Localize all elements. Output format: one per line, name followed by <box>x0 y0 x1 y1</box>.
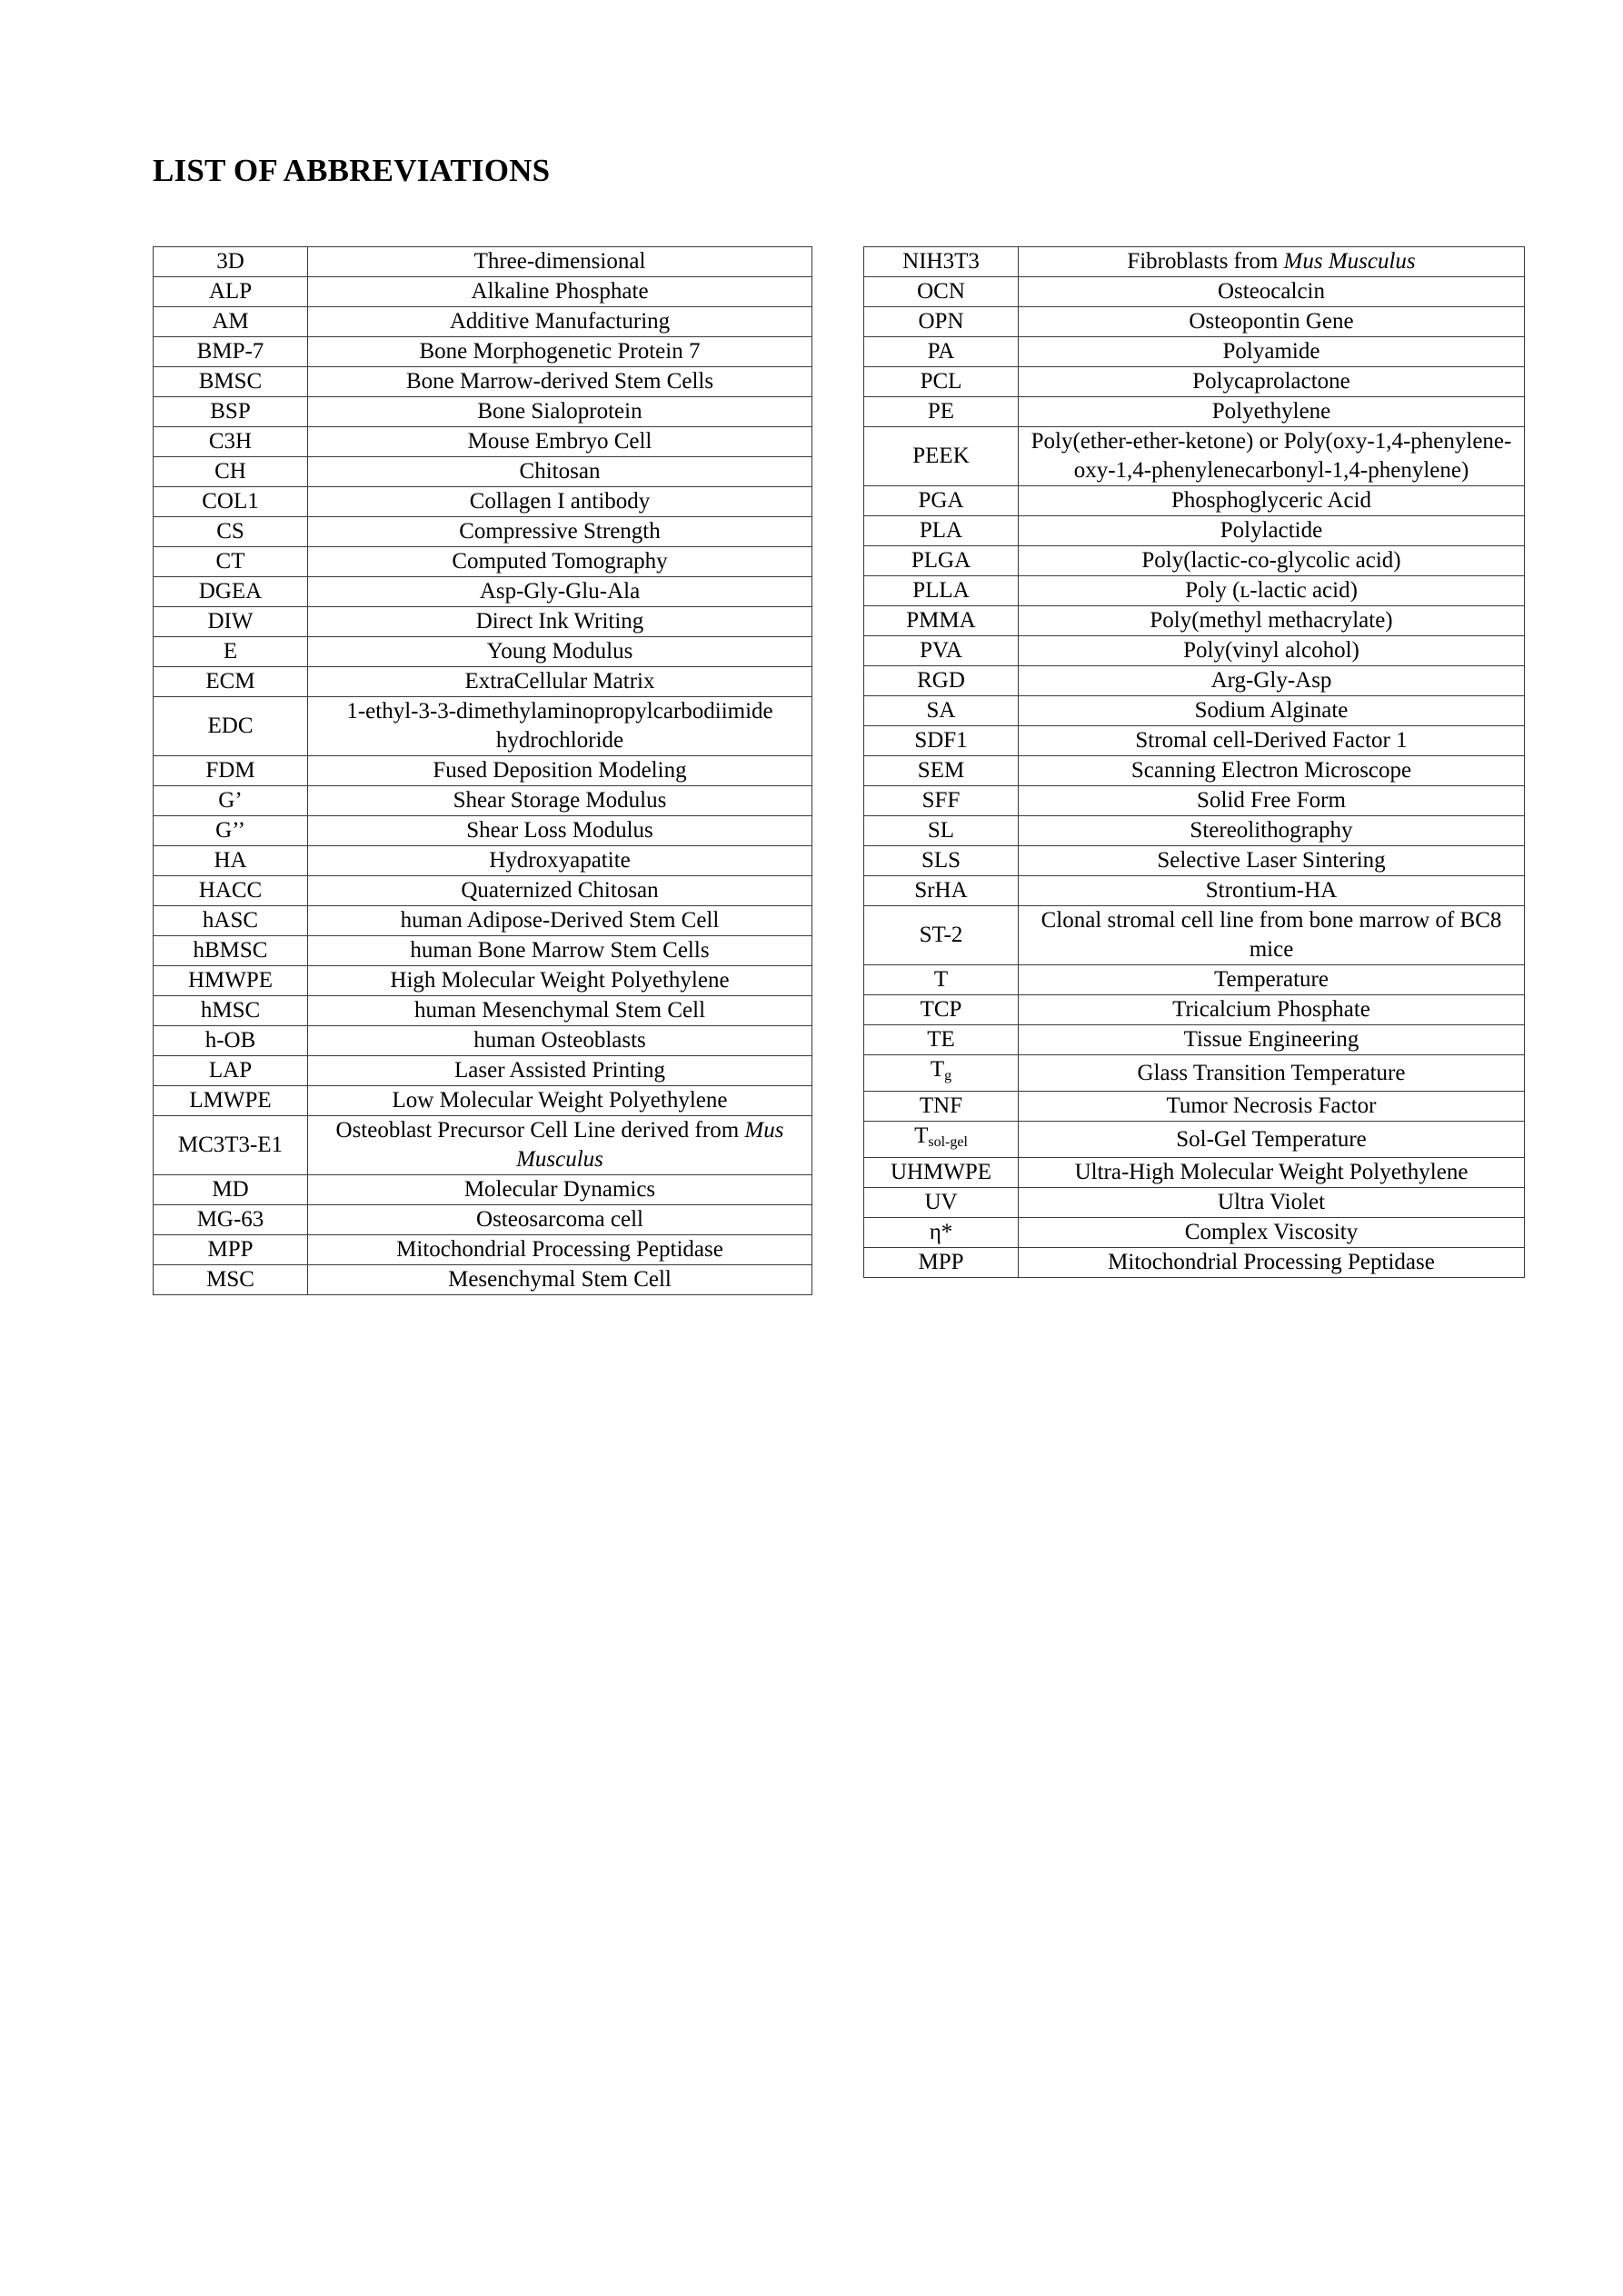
page-title: LIST OF ABBREVIATIONS <box>153 153 551 188</box>
table-row <box>864 906 1525 965</box>
abbreviation-cell <box>864 1055 1019 1092</box>
abbreviation-cell: HMWPE <box>154 966 308 996</box>
abbreviation-cell: HACC <box>154 876 308 906</box>
definition-cell: Fused Deposition Modeling <box>308 756 812 786</box>
table-row <box>864 876 1525 906</box>
definition-cell: human Osteoblasts <box>308 1026 812 1056</box>
table-row <box>154 607 812 637</box>
table-row <box>154 966 812 996</box>
definition-cell: Tissue Engineering <box>1019 1025 1525 1055</box>
definition-cell: Sodium Alginate <box>1019 696 1525 726</box>
abbreviation-cell: hMSC <box>154 996 308 1026</box>
abbreviation-cell: PCL <box>864 367 1019 397</box>
table-row <box>864 636 1525 666</box>
abbreviation-cell: PA <box>864 337 1019 367</box>
definition-cell: Strontium-HA <box>1019 876 1525 906</box>
table-row <box>864 277 1525 307</box>
definition-cell: Poly(ether-ether-ketone) or Poly(oxy-1,4-phenylene-oxy-1,4-phenylenecarbonyl-1,4-phenylene) <box>1019 427 1525 486</box>
definition-italic: Mus Musculus <box>1283 249 1416 274</box>
definition-cell: human Bone Marrow Stem Cells <box>308 936 812 966</box>
table-row <box>154 786 812 816</box>
table-row <box>864 1218 1525 1248</box>
table-row <box>864 576 1525 606</box>
abbreviation-cell: SDF1 <box>864 726 1019 756</box>
table-row <box>154 1116 812 1175</box>
table-row <box>154 577 812 607</box>
abbreviation-cell: 3D <box>154 247 308 277</box>
definition-cell: Bone Sialoprotein <box>308 397 812 427</box>
abbreviation-cell: COL1 <box>154 487 308 517</box>
definition-cell: Compressive Strength <box>308 517 812 547</box>
abbreviation-cell: UV <box>864 1188 1019 1218</box>
table-row <box>154 427 812 457</box>
abbreviation-cell: MC3T3-E1 <box>154 1116 308 1175</box>
definition-text: Osteoblast Precursor Cell Line derived from <box>335 1118 740 1143</box>
abbreviations-table-left-body <box>154 247 812 1295</box>
abbreviation-cell: ALP <box>154 277 308 307</box>
definition-cell: High Molecular Weight Polyethylene <box>308 966 812 996</box>
definition-cell: Bone Marrow-derived Stem Cells <box>308 367 812 397</box>
definition-cell: Polyamide <box>1019 337 1525 367</box>
table-row <box>154 996 812 1026</box>
abbreviation-cell: SLS <box>864 846 1019 876</box>
table-row <box>864 397 1525 427</box>
definition-cell: Chitosan <box>308 457 812 487</box>
table-row <box>154 487 812 517</box>
abbreviation-cell: PLGA <box>864 546 1019 576</box>
definition-cell: Shear Loss Modulus <box>308 816 812 846</box>
abbreviation-cell: AM <box>154 307 308 337</box>
definition-cell: Tricalcium Phosphate <box>1019 995 1525 1025</box>
table-row <box>154 307 812 337</box>
abbreviation-cell: CH <box>154 457 308 487</box>
abbreviation-cell: h-OB <box>154 1026 308 1056</box>
table-row <box>864 726 1525 756</box>
definition-cell: Three-dimensional <box>308 247 812 277</box>
abbreviation-cell: DIW <box>154 607 308 637</box>
definition-cell: Mitochondrial Processing Peptidase <box>1019 1248 1525 1278</box>
table-row <box>154 756 812 786</box>
abbreviation-cell: HA <box>154 846 308 876</box>
definition-cell: Sol-Gel Temperature <box>1019 1122 1525 1158</box>
table-row <box>864 756 1525 786</box>
abbreviation-cell: DGEA <box>154 577 308 607</box>
table-row <box>154 846 812 876</box>
abbreviations-table-right <box>863 246 1525 1278</box>
table-row <box>154 1175 812 1205</box>
table-row <box>154 457 812 487</box>
definition-cell: Laser Assisted Printing <box>308 1056 812 1086</box>
abbreviation-cell: hBMSC <box>154 936 308 966</box>
abbreviation-cell: BMP-7 <box>154 337 308 367</box>
definition-cell: Low Molecular Weight Polyethylene <box>308 1086 812 1116</box>
table-row <box>154 1205 812 1235</box>
table-row <box>154 637 812 667</box>
definition-cell: Shear Storage Modulus <box>308 786 812 816</box>
abbreviation-cell: SL <box>864 816 1019 846</box>
definition-cell: Direct Ink Writing <box>308 607 812 637</box>
abbreviation-subscript: sol-gel <box>928 1134 968 1150</box>
definition-cell: Quaternized Chitosan <box>308 876 812 906</box>
table-row <box>864 1248 1525 1278</box>
abbreviation-cell: SFF <box>864 786 1019 816</box>
definition-cell: Scanning Electron Microscope <box>1019 756 1525 786</box>
abbreviation-cell: EDC <box>154 697 308 756</box>
definition-cell: human Adipose-Derived Stem Cell <box>308 906 812 936</box>
definition-cell: Young Modulus <box>308 637 812 667</box>
abbreviation-cell: G’ <box>154 786 308 816</box>
table-row <box>864 1055 1525 1092</box>
definition-cell: Osteocalcin <box>1019 277 1525 307</box>
table-row <box>864 606 1525 636</box>
table-row <box>154 667 812 697</box>
table-row <box>154 517 812 547</box>
abbreviation-cell: NIH3T3 <box>864 247 1019 277</box>
definition-cell: Polycaprolactone <box>1019 367 1525 397</box>
table-row <box>864 846 1525 876</box>
table-row <box>864 1188 1525 1218</box>
definition-cell: Alkaline Phosphate <box>308 277 812 307</box>
abbreviation-cell: TNF <box>864 1092 1019 1122</box>
definition-cell: Molecular Dynamics <box>308 1175 812 1205</box>
definition-cell: Asp-Gly-Glu-Ala <box>308 577 812 607</box>
abbreviation-cell: CT <box>154 547 308 577</box>
abbreviation-cell: PMMA <box>864 606 1019 636</box>
table-row <box>864 486 1525 516</box>
table-row <box>864 1122 1525 1158</box>
table-row <box>864 995 1525 1025</box>
table-row <box>154 1026 812 1056</box>
table-row <box>864 1025 1525 1055</box>
definition-cell: Mouse Embryo Cell <box>308 427 812 457</box>
abbreviation-cell: G’’ <box>154 816 308 846</box>
definition-cell: Poly(methyl methacrylate) <box>1019 606 1525 636</box>
abbreviation-cell: RGD <box>864 666 1019 696</box>
abbreviation-subscript: g <box>944 1068 952 1083</box>
abbreviation-cell <box>864 1122 1019 1158</box>
definition-cell: Polylactide <box>1019 516 1525 546</box>
abbreviation-cell: BSP <box>154 397 308 427</box>
definition-cell: Osteosarcoma cell <box>308 1205 812 1235</box>
table-row <box>864 337 1525 367</box>
table-row <box>154 697 812 756</box>
abbreviation-cell: FDM <box>154 756 308 786</box>
definition-cell: Stereolithography <box>1019 816 1525 846</box>
table-row <box>864 367 1525 397</box>
abbreviation-cell: UHMWPE <box>864 1158 1019 1188</box>
definition-cell: Selective Laser Sintering <box>1019 846 1525 876</box>
definition-cell: Mesenchymal Stem Cell <box>308 1265 812 1295</box>
abbreviation-cell: OPN <box>864 307 1019 337</box>
abbreviation-cell: MG-63 <box>154 1205 308 1235</box>
abbreviation-base: T <box>914 1123 929 1148</box>
table-row <box>154 247 812 277</box>
definition-cell: ExtraCellular Matrix <box>308 667 812 697</box>
table-row <box>154 1056 812 1086</box>
definition-cell: Bone Morphogenetic Protein 7 <box>308 337 812 367</box>
definition-cell: Solid Free Form <box>1019 786 1525 816</box>
table-row <box>154 367 812 397</box>
abbreviation-cell: E <box>154 637 308 667</box>
definition-cell: Poly (ʟ-lactic acid) <box>1019 576 1525 606</box>
table-row <box>154 876 812 906</box>
abbreviation-cell: SA <box>864 696 1019 726</box>
abbreviation-cell: PLLA <box>864 576 1019 606</box>
abbreviation-base: T <box>930 1057 945 1082</box>
table-row <box>864 247 1525 277</box>
table-row <box>154 816 812 846</box>
definition-cell: Poly(vinyl alcohol) <box>1019 636 1525 666</box>
definition-cell <box>308 1116 812 1175</box>
definition-cell: Hydroxyapatite <box>308 846 812 876</box>
table-row <box>864 786 1525 816</box>
definition-cell: Ultra Violet <box>1019 1188 1525 1218</box>
table-row <box>154 1086 812 1116</box>
abbreviations-table-right-body <box>864 247 1525 1278</box>
table-row <box>154 337 812 367</box>
table-row <box>154 397 812 427</box>
abbreviation-cell: BMSC <box>154 367 308 397</box>
table-row <box>864 546 1525 576</box>
definition-cell: Poly(lactic-co-glycolic acid) <box>1019 546 1525 576</box>
abbreviation-cell: LAP <box>154 1056 308 1086</box>
definition-cell: Arg-Gly-Asp <box>1019 666 1525 696</box>
definition-italic: Mus Musculus <box>516 1118 784 1172</box>
table-row <box>864 816 1525 846</box>
definition-cell: Glass Transition Temperature <box>1019 1055 1525 1092</box>
table-row <box>864 307 1525 337</box>
abbreviation-cell: MD <box>154 1175 308 1205</box>
definition-cell: human Mesenchymal Stem Cell <box>308 996 812 1026</box>
definition-cell: Ultra-High Molecular Weight Polyethylene <box>1019 1158 1525 1188</box>
definition-cell: Stromal cell-Derived Factor 1 <box>1019 726 1525 756</box>
abbreviations-table-left <box>153 246 812 1295</box>
abbreviation-cell: hASC <box>154 906 308 936</box>
table-row <box>154 547 812 577</box>
table-row <box>864 516 1525 546</box>
table-row <box>154 1265 812 1295</box>
definition-cell: Clonal stromal cell line from bone marrow of BC8 mice <box>1019 906 1525 965</box>
abbreviation-cell: MSC <box>154 1265 308 1295</box>
definition-cell: Temperature <box>1019 965 1525 995</box>
abbreviation-cell: C3H <box>154 427 308 457</box>
abbreviation-cell: T <box>864 965 1019 995</box>
abbreviation-cell: PLA <box>864 516 1019 546</box>
table-row <box>864 427 1525 486</box>
table-row <box>154 1235 812 1265</box>
definition-cell: Additive Manufacturing <box>308 307 812 337</box>
abbreviation-cell: SrHA <box>864 876 1019 906</box>
abbreviation-cell: TCP <box>864 995 1019 1025</box>
abbreviation-cell: LMWPE <box>154 1086 308 1116</box>
abbreviation-cell: PEEK <box>864 427 1019 486</box>
abbreviation-cell: SEM <box>864 756 1019 786</box>
definition-cell: Tumor Necrosis Factor <box>1019 1092 1525 1122</box>
definition-cell: Phosphoglyceric Acid <box>1019 486 1525 516</box>
table-row <box>864 696 1525 726</box>
definition-cell <box>1019 247 1525 277</box>
table-row <box>154 936 812 966</box>
table-row <box>864 1092 1525 1122</box>
abbreviation-cell: PE <box>864 397 1019 427</box>
table-row <box>864 666 1525 696</box>
definition-cell: Complex Viscosity <box>1019 1218 1525 1248</box>
table-row <box>154 277 812 307</box>
abbreviation-cell: TE <box>864 1025 1019 1055</box>
table-row <box>864 965 1525 995</box>
definition-cell: Mitochondrial Processing Peptidase <box>308 1235 812 1265</box>
definition-cell: Osteopontin Gene <box>1019 307 1525 337</box>
definition-cell: Collagen I antibody <box>308 487 812 517</box>
definition-text: Fibroblasts from <box>1127 249 1279 274</box>
abbreviation-cell: ECM <box>154 667 308 697</box>
abbreviation-cell: η* <box>864 1218 1019 1248</box>
abbreviation-cell: PVA <box>864 636 1019 666</box>
abbreviation-cell: ST-2 <box>864 906 1019 965</box>
definition-cell: 1-ethyl-3-3-dimethylaminopropylcarbodiimide hydrochloride <box>308 697 812 756</box>
abbreviation-cell: MPP <box>154 1235 308 1265</box>
table-row <box>864 1158 1525 1188</box>
abbreviation-cell: OCN <box>864 277 1019 307</box>
table-row <box>154 906 812 936</box>
abbreviation-cell: MPP <box>864 1248 1019 1278</box>
definition-cell: Computed Tomography <box>308 547 812 577</box>
definition-cell: Polyethylene <box>1019 397 1525 427</box>
abbreviation-cell: CS <box>154 517 308 547</box>
abbreviation-cell: PGA <box>864 486 1019 516</box>
